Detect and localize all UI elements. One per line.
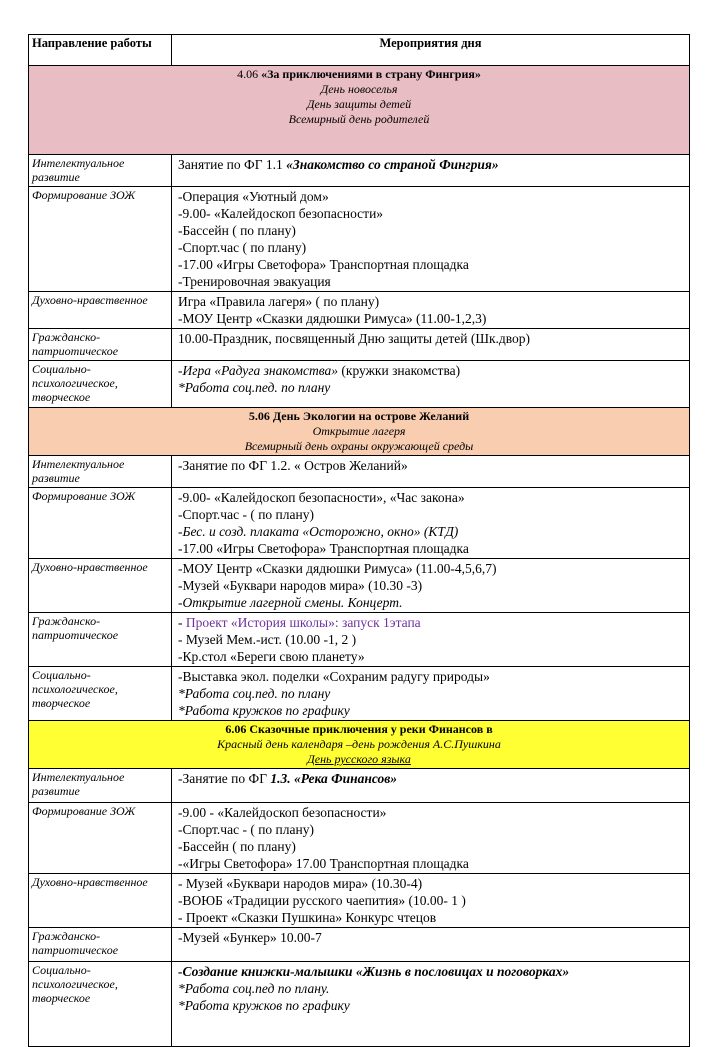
table-row (29, 769, 690, 803)
events-cell: -9.00 - «Калейдоскоп безопасности» -Спорт.час - ( по плану) -Бассейн ( по плану) -«Игры Светофора» 17.00 Транспортная площадка (172, 803, 690, 874)
events-cell: -Выставка экол. поделки «Сохраним радугу природы» *Работа соц.пед. по плану *Работа кружков по графику (172, 667, 690, 721)
table-row (29, 361, 690, 408)
direction-cell: Духовно-нравственное (29, 559, 172, 613)
day-title: 6.06 Сказочные приключения у реки Финансов в (225, 722, 493, 736)
events-cell: Игра «Правила лагеря» ( по плану) -МОУ Центр «Сказки дядюшки Римуса» (11.00-1,2,3) (172, 292, 690, 329)
direction-cell: Социально-психологическое, творческое (29, 962, 172, 1047)
day-banner-0406 (29, 66, 690, 155)
day-subtitle: День русского языка (307, 752, 411, 766)
events-cell: -Музей «Бункер» 10.00-7 (172, 928, 690, 962)
table-row (29, 559, 690, 613)
table-header-row (29, 35, 690, 66)
events-cell: -Занятие по ФГ 1.2. « Остров Желаний» (172, 456, 690, 488)
direction-cell: Формирование ЗОЖ (29, 803, 172, 874)
direction-cell: Социально-психологическое, творческое (29, 667, 172, 721)
table-row (29, 874, 690, 928)
table-row (29, 803, 690, 874)
table-row (29, 667, 690, 721)
direction-cell: Социально-психологическое, творческое (29, 361, 172, 408)
day-subtitle: Открытие лагеря (312, 424, 406, 438)
events-cell: - Музей «Буквари народов мира» (10.30-4) -ВОЮБ «Традиции русского чаепития» (10.00- 1 ) - Проект «Сказки Пушкина» Конкурс чтецов (172, 874, 690, 928)
day-banner-0606 (29, 721, 690, 769)
events-cell: -9.00- «Калейдоскоп безопасности», «Час закона» -Спорт.час - ( по плану) -Бес. и созд. плаката «Осторожно, окно» (КТД) -17.00 «Игры Светофора» Транспортная площадка (172, 488, 690, 559)
table-row (29, 488, 690, 559)
day-subtitle: День новоселья (320, 82, 398, 96)
day-subtitle: Всемирный день охраны окружающей среды (244, 439, 474, 453)
direction-cell: Гражданско-патриотическое (29, 329, 172, 361)
day-title: 5.06 День Экологии на острове Желаний (248, 409, 470, 423)
table-row (29, 928, 690, 962)
events-cell: -МОУ Центр «Сказки дядюшки Римуса» (11.00-4,5,6,7) -Музей «Буквари народов мира» (10.30 -3) -Открытие лагерной смены. Концерт. (172, 559, 690, 613)
events-cell: -Игра «Радуга знакомства» (кружки знакомства) *Работа соц.пед. по плану (172, 361, 690, 408)
direction-cell: Гражданско-патриотическое (29, 928, 172, 962)
table-row (29, 187, 690, 292)
direction-cell: Формирование ЗОЖ (29, 488, 172, 559)
direction-cell: Формирование ЗОЖ (29, 187, 172, 292)
events-cell: -Занятие по ФГ 1.3. «Река Финансов» (172, 769, 690, 803)
events-cell: -Создание книжки-малышки «Жизнь в пословицах и поговорках» *Работа соц.пед по плану. *Работа кружков по графику (172, 962, 690, 1047)
header-direction: Направление работы (29, 35, 172, 66)
schedule-table (28, 34, 690, 1047)
direction-cell: Интелектуальное развитие (29, 155, 172, 187)
day-subtitle: Красный день календаря –день рождения А.С.Пушкина (217, 737, 501, 751)
header-events: Мероприятия дня (172, 35, 690, 66)
day-subtitle: День защиты детей (306, 97, 412, 111)
day-banner-0506 (29, 408, 690, 456)
table-row (29, 155, 690, 187)
direction-cell: Интелектуальное развитие (29, 456, 172, 488)
table-row (29, 962, 690, 1047)
day-subtitle: Всемирный день родителей (288, 112, 430, 126)
direction-cell: Гражданско-патриотическое (29, 613, 172, 667)
direction-cell: Духовно-нравственное (29, 874, 172, 928)
table-row (29, 329, 690, 361)
direction-cell: Интелектуальное развитие (29, 769, 172, 803)
table-row (29, 456, 690, 488)
table-row (29, 292, 690, 329)
events-cell: - Проект «История школы»: запуск 1этапа - Музей Мем.-ист. (10.00 -1, 2 ) -Кр.стол «Береги свою планету» (172, 613, 690, 667)
events-cell: Занятие по ФГ 1.1 «Знакомство со страной Фингрия» (172, 155, 690, 187)
table-row (29, 613, 690, 667)
day-title: 4.06 «За приключениями в страну Фингрия» (237, 67, 481, 81)
events-cell: -Операция «Уютный дом» -9.00- «Калейдоскоп безопасности» -Бассейн ( по плану) -Спорт.час ( по плану) -17.00 «Игры Светофора» Транспортная площадка -Тренировочная эвакуация (172, 187, 690, 292)
events-cell: 10.00-Праздник, посвященный Дню защиты детей (Шк.двор) (172, 329, 690, 361)
direction-cell: Духовно-нравственное (29, 292, 172, 329)
